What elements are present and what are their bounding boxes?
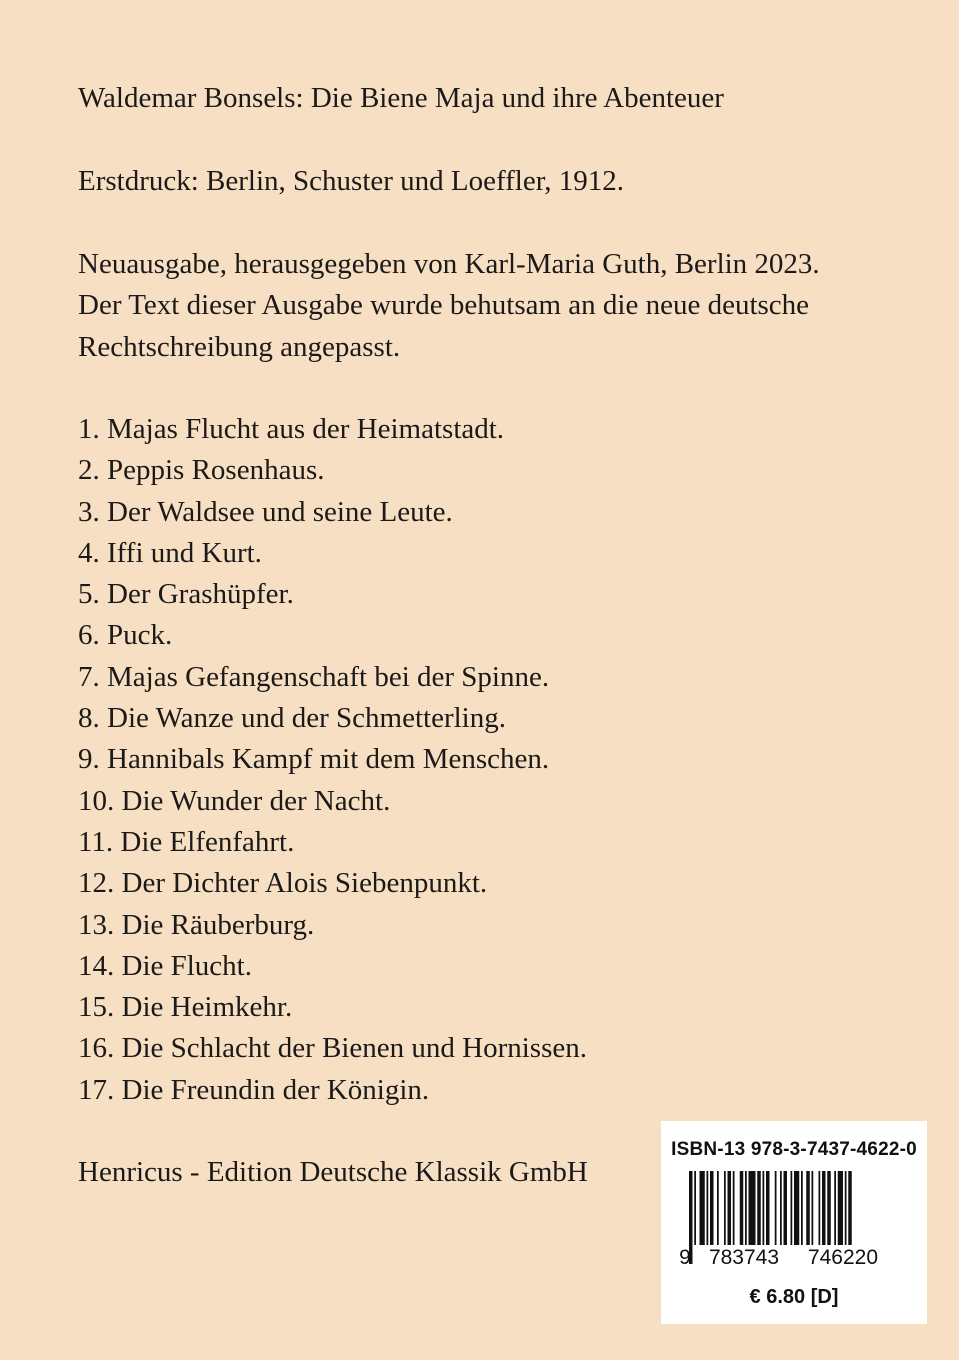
barcode-bar xyxy=(745,1171,747,1245)
table-of-contents xyxy=(78,415,587,1117)
barcode-bar xyxy=(838,1171,843,1245)
toc-item: 15. Die Heimkehr. xyxy=(78,991,293,1024)
barcode-bar xyxy=(717,1171,719,1245)
toc-item: 2. Peppis Rosenhaus. xyxy=(78,454,325,487)
toc-item: 5. Der Grashüpfer. xyxy=(78,578,294,611)
toc-item: 13. Die Räuberburg. xyxy=(78,908,315,941)
barcode-digits-left: 783743 xyxy=(699,1245,789,1271)
toc-item: 12. Der Dichter Alois Siebenpunkt. xyxy=(78,867,488,900)
barcode-bar xyxy=(780,1171,782,1245)
barcode-bar xyxy=(757,1171,761,1245)
barcode-bar xyxy=(812,1171,814,1245)
toc-item: 4. Iffi und Kurt. xyxy=(78,536,262,569)
barcode-bar xyxy=(791,1171,793,1245)
first-print-line: Erstdruck: Berlin, Schuster und Loeffler, 1912. xyxy=(78,165,624,197)
toc-item: 10. Die Wunder der Nacht. xyxy=(78,784,391,817)
barcode-bar xyxy=(700,1171,705,1245)
barcode-digit-first: 9 xyxy=(679,1246,691,1269)
barcode-bar xyxy=(707,1171,709,1245)
author-title-line: Waldemar Bonsels: Die Biene Maja und ihre Abenteuer xyxy=(78,82,724,114)
barcode-bar xyxy=(827,1171,831,1245)
edition-line-1: Neuausgabe, herausgegeben von Karl-Maria Guth, Berlin 2023. xyxy=(78,248,820,280)
toc-item: 6. Puck. xyxy=(78,619,173,652)
isbn-barcode-label xyxy=(661,1121,927,1324)
toc-item: 14. Die Flucht. xyxy=(78,949,252,982)
barcode-bar xyxy=(845,1171,847,1245)
edition-line-2: Der Text dieser Ausgabe wurde behutsam an die neue deutsche xyxy=(78,289,810,321)
barcode-bar xyxy=(763,1171,765,1245)
toc-item: 1. Majas Flucht aus der Heimatstadt. xyxy=(78,413,505,445)
barcode-bar xyxy=(749,1171,756,1245)
barcode-bar xyxy=(710,1171,714,1245)
barcode-bar xyxy=(694,1171,696,1245)
toc-item: 16. Die Schlacht der Bienen und Hornissen. xyxy=(78,1032,588,1065)
barcode-bar xyxy=(728,1171,732,1245)
edition-line-3: Rechtschreibung angepasst. xyxy=(78,331,401,363)
toc-item: 8. Die Wanze und der Schmetterling. xyxy=(78,702,506,735)
barcode-digits-right: 746220 xyxy=(797,1245,889,1271)
toc-item: 11. Die Elfenfahrt. xyxy=(78,825,295,858)
toc-item: 17. Die Freundin der Königin. xyxy=(78,1073,430,1106)
toc-item: 7. Majas Gefangenschaft bei der Spinne. xyxy=(78,660,550,693)
publisher-line: Henricus - Edition Deutsche Klassik GmbH xyxy=(78,1156,588,1188)
barcode-bar xyxy=(801,1171,803,1245)
barcode-bar xyxy=(784,1171,788,1245)
barcode-bar xyxy=(794,1171,799,1245)
barcode-bar xyxy=(819,1171,821,1245)
toc-item: 3. Der Waldsee und seine Leute. xyxy=(78,495,453,528)
barcode-bar xyxy=(740,1171,744,1245)
barcode-bar xyxy=(733,1171,735,1245)
toc-item: 9. Hannibals Kampf mit dem Menschen. xyxy=(78,743,550,776)
barcode-bar xyxy=(822,1171,826,1245)
isbn-number: ISBN-13 978-3-7437-4622-0 xyxy=(671,1139,917,1160)
barcode-bar xyxy=(806,1171,810,1245)
barcode-bar xyxy=(724,1171,726,1245)
barcode-bar xyxy=(834,1171,836,1245)
price-label: € 6.80 [D] xyxy=(749,1286,839,1308)
